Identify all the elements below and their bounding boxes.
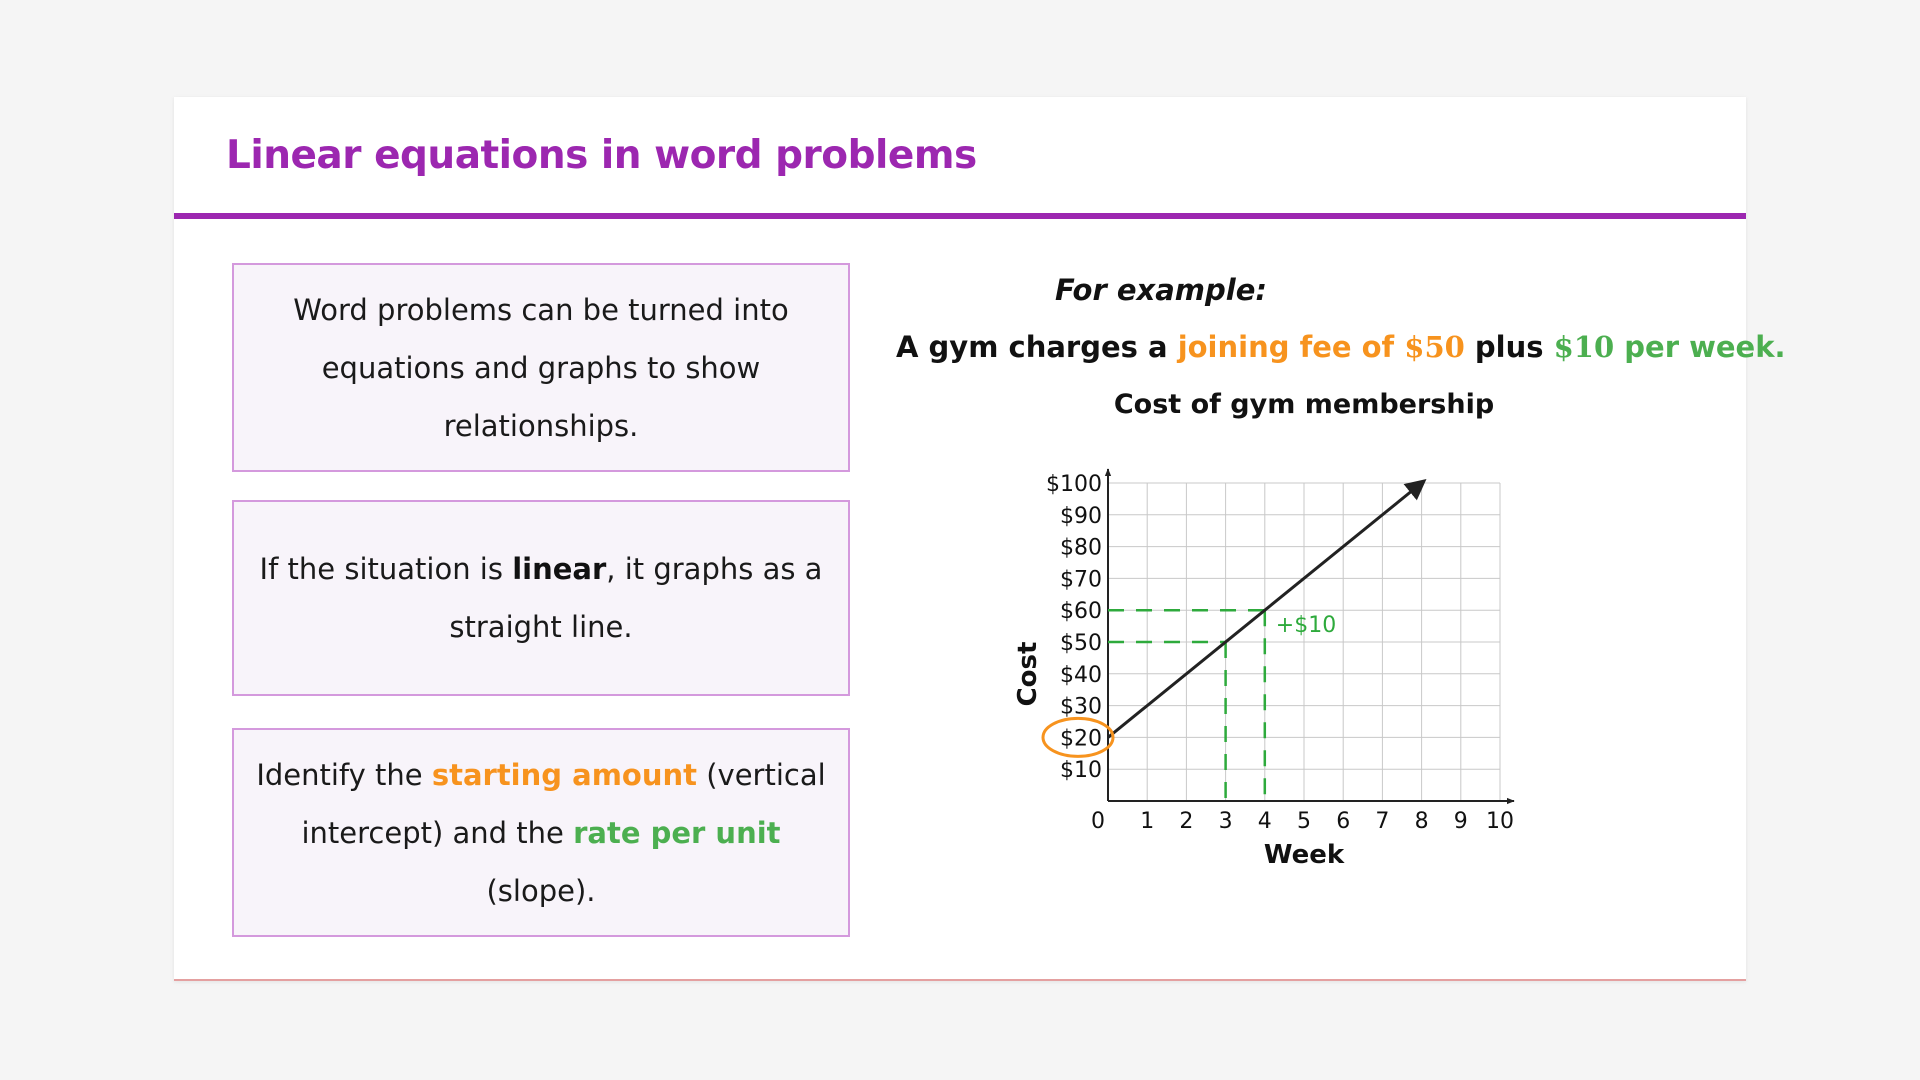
linear-keyword: linear xyxy=(512,552,607,586)
x-tick-label: 9 xyxy=(1453,809,1468,834)
example-label: For example: xyxy=(1054,273,1267,307)
x-tick-label: 0 xyxy=(1091,809,1105,834)
example-sentence: A gym charges a joining fee of $50 plus $10 per week. xyxy=(896,330,1786,364)
y-tick-label: $40 xyxy=(1060,662,1102,688)
joining-fee-text: joining fee of xyxy=(1177,330,1405,364)
y-tick-label: $50 xyxy=(1060,631,1102,656)
page-title: Linear equations in word problems xyxy=(226,133,977,178)
rate-per-unit-keyword: rate per unit xyxy=(573,815,781,850)
x-tick-label: 8 xyxy=(1414,809,1429,834)
card-text: Word problems can be turned into equations and graphs to show relationships. xyxy=(293,292,789,443)
cost-chart xyxy=(994,387,1734,870)
x-tick-label: 6 xyxy=(1336,809,1351,834)
info-card-linear xyxy=(232,500,850,696)
y-tick-label: $80 xyxy=(1060,535,1102,561)
x-tick-label: 10 xyxy=(1486,809,1514,834)
weekly-rate-value: $10 xyxy=(1553,330,1615,364)
y-tick-label: $60 xyxy=(1060,599,1102,625)
y-tick-label: $90 xyxy=(1060,503,1102,529)
card-text: Identify the starting amount (vertical intercept) and the rate per unit (slope). xyxy=(256,757,826,908)
y-tick-label: $70 xyxy=(1060,567,1102,593)
x-tick-label: 4 xyxy=(1257,809,1272,834)
joining-fee-value: $50 xyxy=(1404,330,1465,364)
x-axis-label: Week xyxy=(1263,840,1345,870)
card-text: If the situation is linear, it graphs as a straight line. xyxy=(259,552,823,644)
slide xyxy=(174,97,1786,981)
y-tick-label: $30 xyxy=(1060,694,1102,720)
y-tick-label: $20 xyxy=(1060,726,1102,752)
x-tick-label: 5 xyxy=(1297,809,1311,834)
title-divider xyxy=(174,213,1746,219)
weekly-rate-text: per week. xyxy=(1614,330,1786,364)
y-axis-label: Cost xyxy=(1013,641,1043,707)
slope-annotation: +$10 xyxy=(1275,613,1337,639)
y-tick-label: $10 xyxy=(1060,758,1102,784)
x-tick-label: 1 xyxy=(1140,809,1155,834)
starting-amount-keyword: starting amount xyxy=(431,757,697,792)
x-tick-label: 7 xyxy=(1375,809,1390,834)
y-tick-label: $100 xyxy=(1046,472,1102,497)
x-tick-label: 2 xyxy=(1179,809,1194,834)
x-tick-label: 3 xyxy=(1218,809,1233,834)
chart-title: Cost of gym membership xyxy=(1113,389,1495,420)
info-card-identify xyxy=(232,728,850,937)
slide-bottom-border xyxy=(174,979,1746,981)
